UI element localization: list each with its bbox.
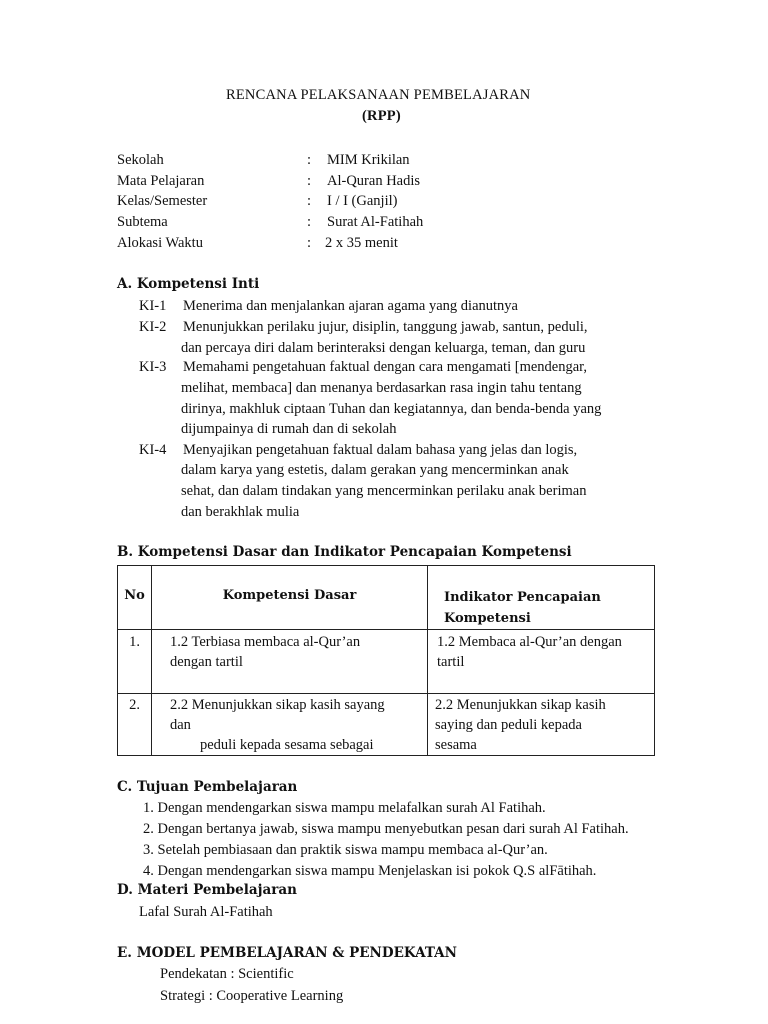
table-row [118, 630, 655, 694]
identity-label: Subtema [117, 214, 168, 230]
objective-item: 4. Dengan mendengarkan siswa mampu Menjelaskan isi pokok Q.S alFātihah. [143, 863, 597, 879]
objective-item: 3. Setelah pembiasaan dan praktik siswa mampu membaca al-Qur’an. [143, 842, 548, 858]
ki-code: KI-4 [139, 442, 167, 458]
header-cell-ipk [428, 566, 655, 630]
identity-separator: : [307, 214, 312, 230]
header-cell-kd [152, 566, 428, 630]
section-d-heading: D. Materi Pembelajaran [117, 882, 297, 898]
row-ipk-line: saying dan peduli kepada [435, 717, 582, 733]
document-subtitle: (RPP) [362, 108, 401, 124]
row-no: 2. [129, 697, 140, 713]
identity-label: Mata Pelajaran [117, 173, 205, 189]
row-no-cell [118, 694, 152, 756]
table-header-row [118, 566, 655, 630]
material-text: Lafal Surah Al-Fatihah [139, 904, 273, 920]
ki-text: melihat, membaca] dan menanya berdasarkan rasa ingin tahu tentang [181, 380, 582, 396]
objective-item: 1. Dengan mendengarkan siswa mampu melafalkan surah Al Fatihah. [143, 800, 546, 816]
header-ipk-line: Kompetensi [444, 611, 531, 626]
row-no: 1. [129, 634, 140, 650]
table-row [118, 694, 655, 756]
identity-value: I / I (Ganjil) [327, 193, 398, 209]
ki-text: dirinya, makhluk ciptaan Tuhan dan kegiatannya, dan benda-benda yang [181, 401, 602, 417]
identity-separator: : [307, 152, 312, 168]
ki-text: Memahami pengetahuan faktual dengan cara mengamati [mendengar, [183, 359, 588, 375]
row-ipk-line: 2.2 Menunjukkan sikap kasih [435, 697, 606, 713]
approach-line: Pendekatan : Scientific [160, 966, 294, 982]
row-kd-line: 2.2 Menunjukkan sikap kasih sayang [170, 697, 385, 713]
section-b-heading: B. Kompetensi Dasar dan Indikator Pencapaian Kompetensi [117, 544, 572, 560]
row-ipk-line: 1.2 Membaca al-Qur’an dengan [437, 634, 622, 650]
row-ipk-cell [428, 694, 655, 756]
row-kd-line: dengan tartil [170, 654, 243, 670]
row-kd-cell [152, 630, 428, 694]
row-kd-line: peduli kepada sesama sebagai [200, 737, 374, 753]
ki-text: dan percaya diri dalam berinteraksi dengan keluarga, teman, dan guru [181, 340, 586, 356]
ki-text: dijumpainya di rumah dan di sekolah [181, 421, 397, 437]
strategy-line: Strategi : Cooperative Learning [160, 988, 344, 1004]
header-no: No [124, 588, 145, 603]
identity-label: Sekolah [117, 152, 164, 168]
document-title: RENCANA PELAKSANAAN PEMBELAJARAN [226, 87, 531, 103]
kd-table [117, 565, 655, 756]
identity-value: Al-Quran Hadis [327, 173, 421, 189]
objective-item: 2. Dengan bertanya jawab, siswa mampu menyebutkan pesan dari surah Al Fatihah. [143, 821, 629, 837]
identity-separator: : [307, 235, 312, 251]
identity-separator: : [307, 173, 312, 189]
header-ipk-line: Indikator Pencapaian [444, 590, 601, 605]
row-kd-cell [152, 694, 428, 756]
section-e-heading: E. MODEL PEMBELAJARAN & PENDEKATAN [117, 945, 457, 961]
section-c-heading: C. Tujuan Pembelajaran [117, 779, 298, 795]
row-kd-line: 1.2 Terbiasa membaca al-Qur’an [170, 634, 361, 650]
identity-value: 2 x 35 menit [325, 235, 398, 251]
row-ipk-line: tartil [437, 654, 465, 670]
ki-text: Menyajikan pengetahuan faktual dalam bahasa yang jelas dan logis, [183, 442, 578, 458]
identity-label: Alokasi Waktu [117, 235, 203, 251]
identity-value: Surat Al-Fatihah [327, 214, 424, 230]
header-cell-no [118, 566, 152, 630]
ki-code: KI-2 [139, 319, 167, 335]
identity-separator: : [307, 193, 312, 209]
ki-code: KI-1 [139, 298, 167, 314]
ki-text: dan berakhlak mulia [181, 504, 300, 520]
identity-label: Kelas/Semester [117, 193, 208, 209]
ki-text: sehat, dan dalam tindakan yang mencerminkan perilaku anak beriman [181, 483, 587, 499]
ki-text: Menunjukkan perilaku jujur, disiplin, tanggung jawab, santun, peduli, [183, 319, 588, 335]
row-kd-line: dan [170, 717, 191, 733]
row-ipk-cell [428, 630, 655, 694]
identity-value: MIM Krikilan [327, 152, 410, 168]
ki-code: KI-3 [139, 359, 167, 375]
ki-text: Menerima dan menjalankan ajaran agama yang dianutnya [183, 298, 518, 314]
row-no-cell [118, 630, 152, 694]
section-a-heading: A. Kompetensi Inti [117, 276, 260, 292]
ki-text: dalam karya yang estetis, dalam gerakan yang mencerminkan anak [181, 462, 569, 478]
row-ipk-line: sesama [435, 737, 477, 753]
header-kd: Kompetensi Dasar [222, 588, 357, 603]
